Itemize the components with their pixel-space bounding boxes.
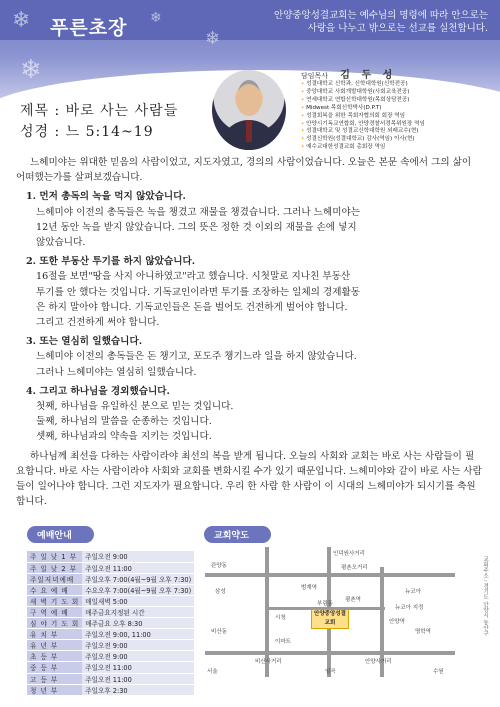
point-heading: 3. 또는 열심히 일했습니다. xyxy=(26,336,143,348)
point-line: 16절을 보면"땅을 사지 아니하였고"라고 했습니다. 시첫말로 지나친 부동산 xyxy=(36,271,351,283)
map-place: 범계역 xyxy=(301,585,317,591)
table-row: 새 벽 기 도 회 매일새벽 5:00 xyxy=(27,595,194,606)
pastor-role: 담임목사 xyxy=(301,72,329,80)
sermon-sections xyxy=(16,189,482,444)
point-line: 둘째, 하나님의 말씀을 순종하는 것입니다. xyxy=(36,416,212,428)
map-place: 평촌역 xyxy=(345,597,361,603)
church-location: 안양중앙성결교회 xyxy=(311,609,349,629)
credential-item: • 중앙대학교 사회개발대학원(사회교육전공) xyxy=(301,88,410,95)
map-place: 뉴코아 지정 xyxy=(395,605,424,611)
table-row: 유 년 부 주일오전 9:00 xyxy=(27,640,194,651)
map-place: 삼성 xyxy=(215,589,226,595)
map-label-wrap xyxy=(204,523,271,543)
map-place: 인덕원사거리 xyxy=(333,551,365,557)
sermon-closing: 하나님께 최선을 다하는 사람이라야 최선의 복을 받게 됩니다. 오늘의 사회와 교회는 바로 사는 사람들이 필요합니다. 바로 사는 사람이라야 사회와 교회를 변화시킬 수가 있기 때문입니다. 느헤미야와 같이 바로 사는 사람들이 일어나야 합니다. 그런 지도자가 필요합니다. 우리 한 사람 한 사람이 이 시대의 느헤미야가 되시기를 축원합니다. xyxy=(16,450,482,508)
sermon-body xyxy=(16,155,482,513)
credential-item: • 안양시기독교연합회, 안양경찰서경목위원장 역임 xyxy=(301,120,425,127)
point-line: 그러나 느헤미야는 열심히 일했습니다. xyxy=(36,366,197,378)
credential-item: • 연세대학교 연합신학대학원(목회상담전공) xyxy=(301,96,410,103)
table-row: 고 등 부 주일오전 11:00 xyxy=(27,673,194,684)
worship-table xyxy=(27,551,194,696)
table-row: 청 년 부 주일오후 2:30 xyxy=(27,684,194,695)
table-row: 초 등 부 주일오전 9:00 xyxy=(27,651,194,662)
point-line: 느헤미야 이전의 총독들은 돈 챙기고, 포도주 챙기느라 일을 하지 않았습니다. xyxy=(36,351,357,363)
map-place: 임곡 xyxy=(325,669,336,675)
map-place: 비산사거리 xyxy=(255,659,282,665)
point-heading: 4. 그리고 하나님을 경외했습니다. xyxy=(26,385,170,397)
credential-item: • 성결신학원(성결대학교) 감사(역임) 이사(현) xyxy=(301,136,415,143)
point-heading: 2. 또한 부동산 투기를 하지 않았습니다. xyxy=(26,256,196,268)
table-row: 유 치 부 주일오전 9:00, 11:00 xyxy=(27,629,194,640)
table-row: 수 요 예 배 수요오후 7:00(4월~9월 오후 7:30) xyxy=(27,584,194,595)
map-place: 비산동 xyxy=(211,629,227,635)
pastor-photo xyxy=(212,70,286,150)
map-place: 안양사거리 xyxy=(365,659,392,665)
point-line: 않았습니다. xyxy=(36,237,86,249)
map-place: 뉴코아 xyxy=(405,589,421,595)
church-map xyxy=(205,547,455,677)
sermon-point xyxy=(16,189,482,250)
table-row: 중 등 부 주일오전 11:00 xyxy=(27,662,194,673)
point-line: 셋째, 하나님과의 약속을 지키는 것입니다. xyxy=(36,431,212,443)
sermon-title: 제목 : 바로 사는 사람들 xyxy=(20,103,179,119)
sermon-point xyxy=(16,334,482,380)
pastor-profile xyxy=(301,66,496,152)
point-line: 그리고 건전하게 써야 합니다. xyxy=(36,317,160,329)
map-place: 명학역 xyxy=(415,629,431,635)
credential-item: • 예수교대한성결교회 총회장 역임 xyxy=(301,144,386,151)
pastor-credentials xyxy=(301,81,496,152)
map-place: 시청 xyxy=(275,615,286,621)
table-row: 심 야 기 도 회 매주금요 오후 8:30 xyxy=(27,618,194,629)
table-row: 구 역 예 배 매주금요지정된 시간 xyxy=(27,606,194,617)
table-row: 주 일 낮 2 부 주일오전 11:00 xyxy=(27,562,194,573)
snowflake-icon: ❄ xyxy=(150,10,162,26)
map-place: 안양역 xyxy=(389,619,405,625)
table-row: 주일저녁예배 주일오후 7:00(4월~9월 오후 7:30) xyxy=(27,573,194,584)
sermon-point xyxy=(16,254,482,330)
map-side-note: 교회주소 : 경기도 안양시 동안구 xyxy=(482,556,488,637)
table-row: 주 일 낮 1 부 주일오전 9:00 xyxy=(27,551,194,562)
point-line: 투기를 안 했다는 것입니다. 기독교인이라면 투기를 조장하는 일체의 경제활동 xyxy=(36,286,361,298)
map-place: 평촌오거리 xyxy=(341,565,368,571)
map-place: 부림동 xyxy=(317,601,333,607)
point-line: 첫째, 하나님을 유일하신 분으로 믿는 것입니다. xyxy=(36,401,234,413)
worship-info xyxy=(27,523,192,696)
map-place: 이마트 xyxy=(275,639,291,645)
credential-item: • 성결대학교 및 성결교신학대학원 외래교수(현) xyxy=(301,128,419,135)
snowflake-icon: ❄ xyxy=(205,28,221,49)
credential-item: • Midwest 목회신학박사(D.P.T) xyxy=(301,104,382,111)
snowflake-icon: ❄ xyxy=(20,55,42,85)
snowflake-icon: ❄ xyxy=(12,8,31,33)
worship-label: 예배안내 xyxy=(27,526,94,543)
point-heading: 1. 먼저 총독의 녹을 먹지 않았습니다. xyxy=(26,191,186,203)
sermon-intro: 느헤미야는 위대한 믿음의 사람이었고, 지도자였고, 경의의 사람이었습니다. 오늘은 본문 속에서 그의 삶이 어떠했는가를 살펴보겠습니다. xyxy=(16,157,472,184)
map-place: 수원 xyxy=(433,669,444,675)
pastor-name: 김 두 성 xyxy=(340,70,397,81)
sermon-verse: 성경 : 느 5:14~19 xyxy=(20,124,154,140)
point-line: 12년 동안 녹을 받지 않았습니다. 그의 뜻은 정한 것 이외의 재물을 손에 넣지 xyxy=(36,221,357,233)
map-label: 교회약도 xyxy=(204,526,271,543)
credential-item: • 성결회복을 위한 목회자협의회 회장 역임 xyxy=(301,112,406,119)
sermon-point xyxy=(16,384,482,445)
credential-item: • 성결대학교 신학과, 신학대학원(신학전공) xyxy=(301,81,408,87)
brand-title: 푸른초장 xyxy=(50,17,128,39)
point-line: 은 하지 말아야 합니다. 기독교인들은 돈을 벌어도 건전하게 벌어야 합니다. xyxy=(36,301,348,313)
point-line: 느헤미야 이전의 총독들은 녹을 챙겼고 재물을 챙겼습니다. 그러나 느헤미야는 xyxy=(36,206,361,218)
map-place: 관양동 xyxy=(211,563,227,569)
church-motto: 안양중앙성결교회는 예수님의 명령에 따라 안으로는 사랑을 나누고 밖으로는 선교를 실천합니다. xyxy=(274,10,488,34)
map-place: 서울 xyxy=(207,669,218,675)
